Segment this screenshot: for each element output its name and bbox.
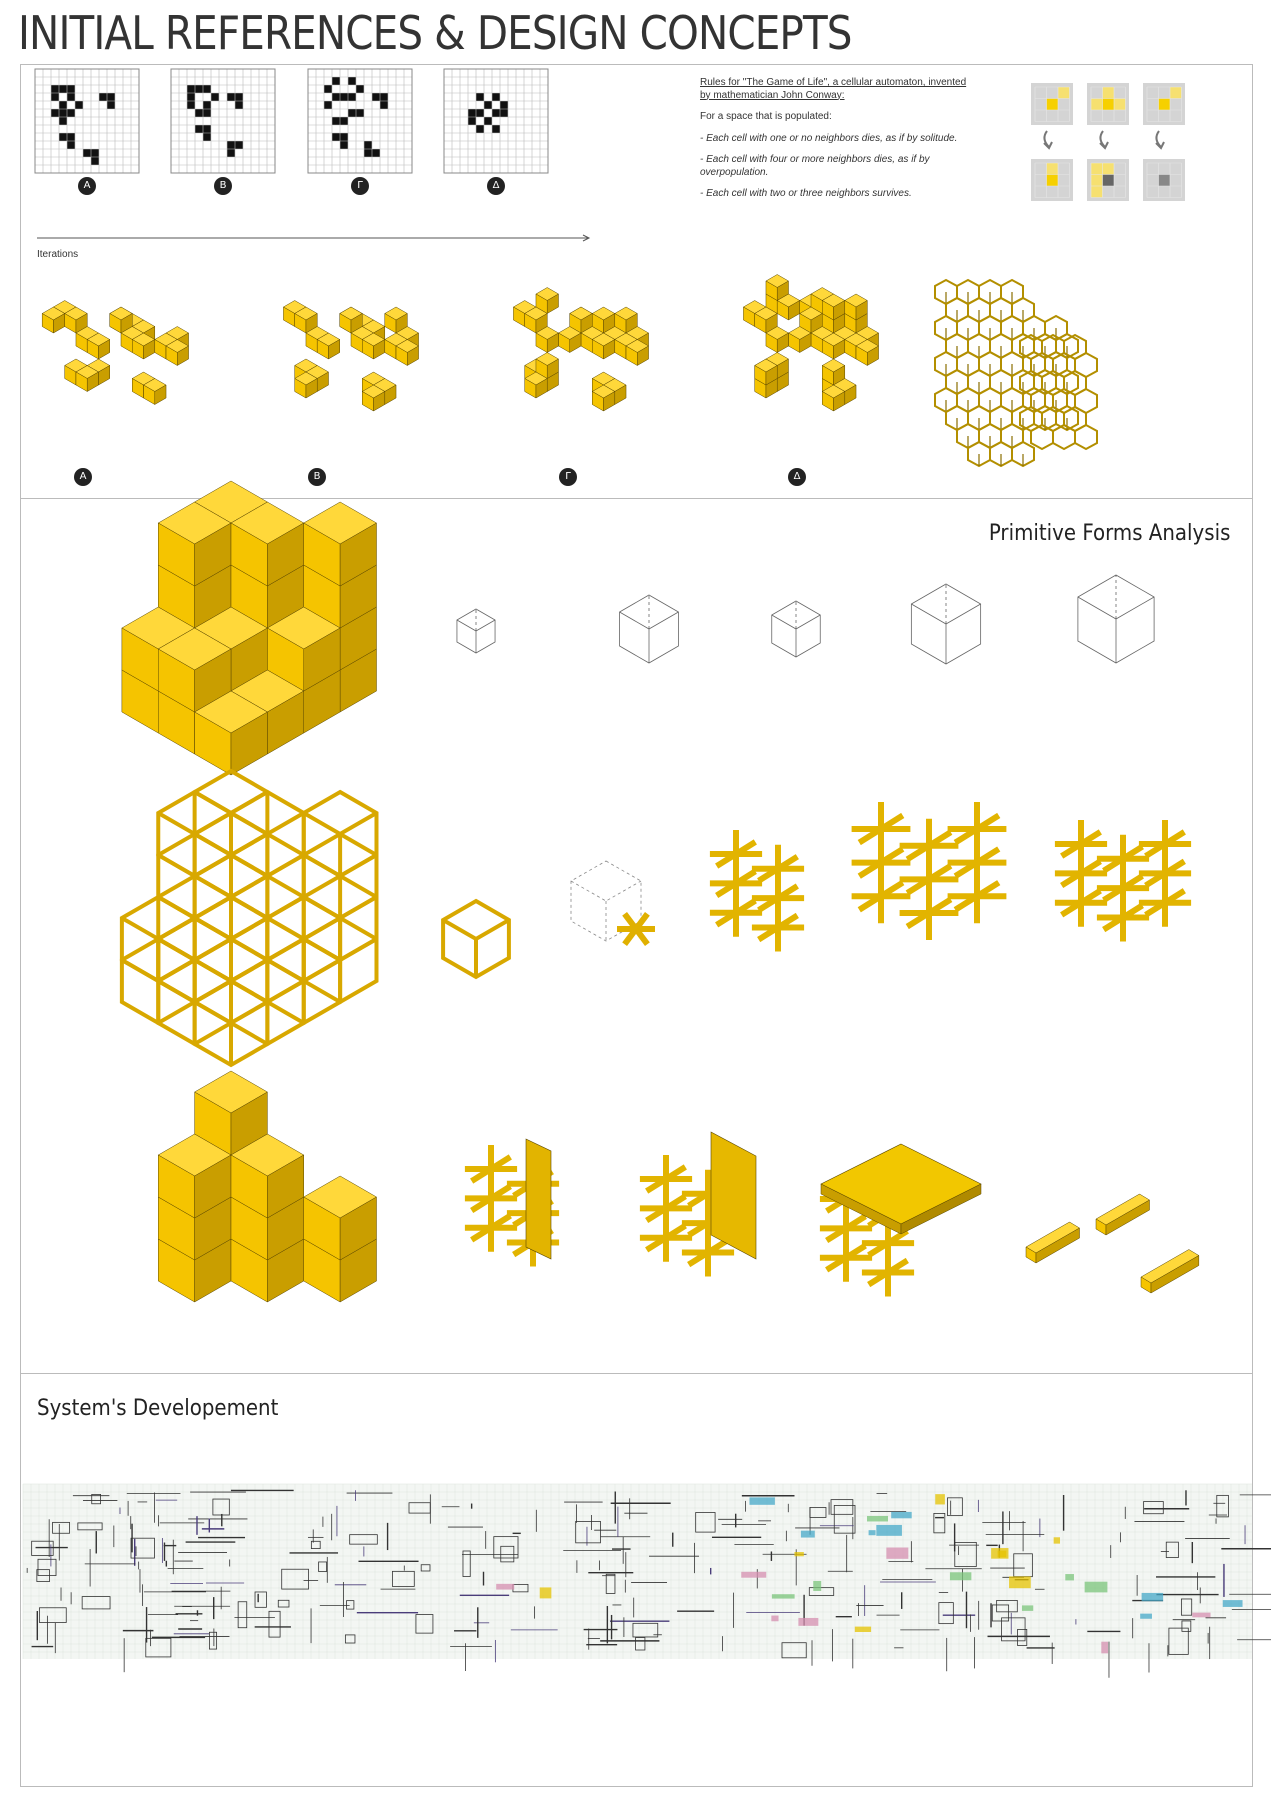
primitive-forms-title: Primitive Forms Analysis — [988, 521, 1230, 546]
side-panel — [526, 1139, 551, 1259]
references-panel — [20, 64, 1253, 499]
joint-node — [620, 916, 652, 942]
system-development-panel — [20, 1373, 1253, 1787]
curved-arrow-icon — [1044, 131, 1052, 148]
joint-piece — [1141, 1250, 1199, 1294]
wire-cube — [911, 584, 980, 664]
iteration-badge: Β — [308, 468, 326, 486]
iteration-badge: Γ — [559, 468, 577, 486]
rules-intro: For a space that is populated: — [700, 111, 832, 122]
lattice-structure — [935, 280, 1097, 466]
wire-cube — [1078, 575, 1154, 663]
rule-tile — [1143, 159, 1185, 201]
joint-piece — [1026, 1222, 1080, 1263]
joint-piece — [1096, 1194, 1150, 1235]
sketches — [23, 1484, 1271, 1678]
page-title: INITIAL REFERENCES & DESIGN CONCEPTS — [18, 6, 852, 60]
rule-tile — [1031, 159, 1073, 201]
iteration-badge: Γ — [351, 177, 369, 195]
iteration-badge: Α — [78, 177, 96, 195]
joint-lattice — [713, 833, 801, 949]
rule-illustrations — [1031, 75, 1211, 205]
side-panel — [711, 1132, 756, 1259]
rule-tile — [1087, 83, 1129, 125]
rules-heading: Rules for "The Game of Life", a cellular automaton, invented by mathematician John Conway: — [700, 77, 967, 101]
iteration-badge: Δ — [788, 468, 806, 486]
life-grid — [444, 69, 548, 173]
wire-cube — [457, 609, 495, 653]
iteration-badge: Δ — [487, 177, 505, 195]
primitive-forms-drawings — [21, 499, 1254, 1375]
joint-lattice — [855, 805, 1004, 937]
iterations-label: Iterations — [37, 249, 79, 260]
rule-item: - Each cell with one or no neighbors dies, as if by solitude. — [700, 132, 958, 144]
rule-item: - Each cell with two or three neighbors survives. — [700, 188, 912, 199]
frame-cube — [443, 901, 509, 977]
rule-tile — [1087, 159, 1129, 201]
voxel-iterations — [21, 225, 1254, 465]
sketch-strip — [21, 1374, 1254, 1788]
system-development-title: System's Developement — [37, 1396, 279, 1421]
rule-item: - Each cell with four or more neighbors dies, as if by overpopulation. — [700, 154, 930, 178]
joint-lattice — [1058, 823, 1188, 939]
rule-tile — [1143, 83, 1185, 125]
wire-cube — [772, 601, 820, 657]
wire-cube — [620, 595, 679, 663]
primitive-forms-panel — [20, 498, 1253, 1374]
curved-arrow-icon — [1100, 131, 1108, 148]
iteration-badge: Α — [74, 468, 92, 486]
life-grid — [308, 69, 412, 173]
life-grid — [35, 69, 139, 173]
curved-arrow-icon — [1156, 131, 1164, 148]
rule-tile — [1031, 83, 1073, 125]
frame-cube — [304, 792, 377, 876]
life-grid — [171, 69, 275, 173]
iteration-badge: Β — [214, 177, 232, 195]
game-of-life-rules — [700, 77, 975, 210]
